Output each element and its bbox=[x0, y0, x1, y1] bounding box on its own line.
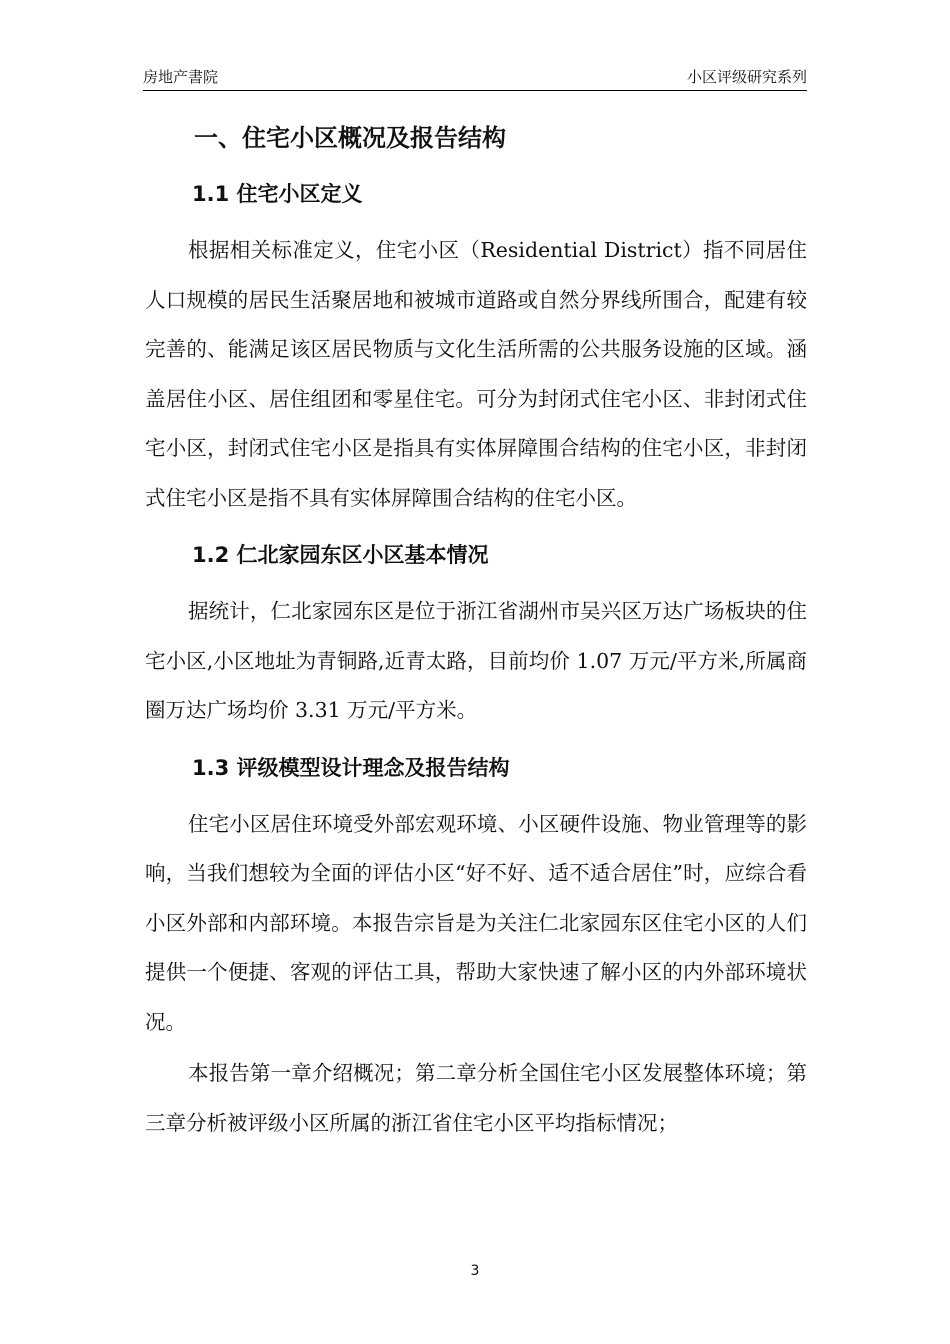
paragraph-report-structure: 本报告第一章介绍概况；第二章分析全国住宅小区发展整体环境；第三章分析被评级小区所属的浙江省住宅小区平均指标情况； bbox=[145, 1061, 807, 1135]
paragraph-definition: 根据相关标准定义，住宅小区（Residential District）指不同居住人口规模的居民生活聚居地和被城市道路或自然分界线所围合，配建有较完善的、能满足该区居民物质与文化生活所需的公共服务设施的区域。涵盖居住小区、居住组团和零星住宅。可分为封闭式住宅小区、非封闭式住宅小区，封闭式住宅小区是指具有实体屏障围合结构的住宅小区，非封闭式住宅小区是指不具有实体屏障围合结构的住宅小区。 bbox=[145, 238, 807, 510]
header-series-title: 小区评级研究系列 bbox=[686, 68, 807, 86]
section-heading-1-3: 1.3 评级模型设计理念及报告结构 bbox=[192, 755, 510, 780]
paragraph-model-concept: 住宅小区居住环境受外部宏观环境、小区硬件设施、物业管理等的影响，当我们想较为全面的评估小区“好不好、适不适合居住”时，应综合看小区外部和内部环境。本报告宗旨是为关注仁北家园东区住宅小区的人们提供一个便捷、客观的评估工具，帮助大家快速了解小区的内外部环境状况。 bbox=[145, 811, 807, 1034]
chapter-title: 一、住宅小区概况及报告结构 bbox=[194, 124, 506, 152]
section-heading-1-1: 1.1 住宅小区定义 bbox=[192, 182, 363, 206]
page-header bbox=[143, 64, 807, 91]
section-heading-1-2: 1.2 仁北家园东区小区基本情况 bbox=[192, 543, 489, 567]
paragraph-basic-info: 据统计，仁北家园东区是位于浙江省湖州市吴兴区万达广场板块的住宅小区,小区地址为青铜路,近青太路，目前均价 1.07 万元/平方米,所属商圈万达广场均价 3.31 万元/平方米。 bbox=[145, 599, 807, 722]
header-publisher: 房地产書院 bbox=[143, 68, 219, 86]
page-content bbox=[145, 118, 807, 1162]
page-number: 3 bbox=[470, 1263, 480, 1279]
